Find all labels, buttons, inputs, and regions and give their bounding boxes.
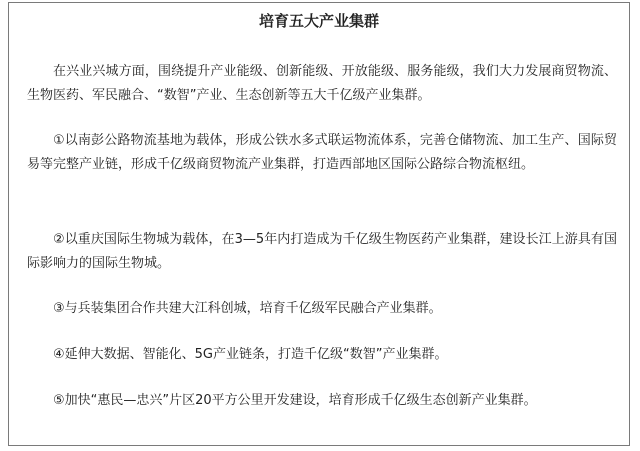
document-frame [8, 2, 630, 446]
paragraph-intro: 在兴业兴城方面，围绕提升产业能级、创新能级、开放能级、服务能级，我们大力发展商贸物流、生物医药、军民融合、“数智”产业、生态创新等五大千亿级产业集群。 [27, 64, 617, 103]
document-title: 培育五大产业集群 [258, 12, 379, 30]
paragraph-item-2: ②以重庆国际生物城为载体，在3—5年内打造成为千亿级生物医药产业集群，建设长江上游具有国际影响力的国际生物城。 [27, 232, 617, 271]
paragraph-item-5: ⑤加快“惠民—忠兴”片区20平方公里开发建设，培育形成千亿级生态创新产业集群。 [53, 393, 537, 408]
paragraph-item-3: ③与兵装集团合作共建大江科创城，培育千亿级军民融合产业集群。 [53, 301, 442, 316]
paragraph-item-1: ①以南彭公路物流基地为载体，形成公铁水多式联运物流体系，完善仓储物流、加工生产、国际贸易等完整产业链，形成千亿级商贸物流产业集群，打造西部地区国际公路综合物流枢纽。 [27, 133, 617, 172]
paragraph-item-4: ④延伸大数据、智能化、5G产业链条，打造千亿级“数智”产业集群。 [53, 347, 448, 362]
